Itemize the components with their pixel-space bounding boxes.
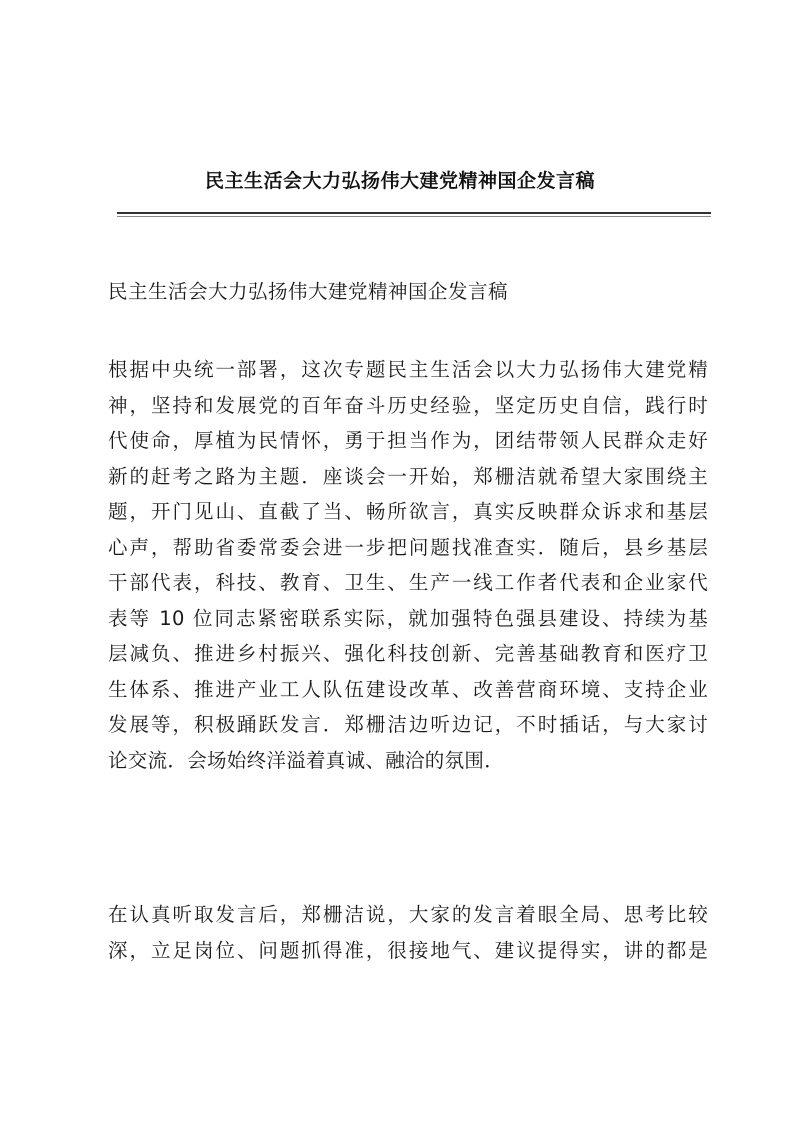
paragraph-line: 干部代表，科技、教育、卫生、生产一线工作者代表和企业家代	[108, 571, 708, 594]
paragraph-line: 新的赶考之路为主题．座谈会一开始，郑栅洁就希望大家围绕主	[108, 464, 708, 488]
paragraph-line: 心声，帮助省委常委会进一步把问题找准查实．随后，县乡基层	[108, 535, 708, 559]
paragraph-line: 深，立足岗位、问题抓得准，很接地气、建议提得实，讲的都是	[108, 938, 708, 962]
paragraph-line: 在认真听取发言后，郑栅洁说，大家的发言着眼全局、思考比较	[108, 903, 708, 926]
paragraph-line: 题，开门见山、直截了当、畅所欲言，真实反映群众诉求和基层	[108, 500, 708, 523]
paragraph-line: 神，坚持和发展党的百年奋斗历史经验，坚定历史自信，践行时	[108, 393, 708, 417]
document-subtitle: 民主生活会大力弘扬伟大建党精神国企发言稿	[108, 280, 509, 303]
paragraph-line: 代使命，厚植为民情怀，勇于担当作为，团结带领人民群众走好	[108, 429, 708, 452]
body-paragraph-2	[108, 897, 708, 968]
body-paragraph-1	[108, 352, 708, 778]
paragraph-line: 根据中央统一部署，这次专题民主生活会以大力弘扬伟大建党精	[108, 358, 708, 381]
paragraph-line: 层减负、推进乡村振兴、强化科技创新、完善基础教育和医疗卫	[108, 642, 708, 665]
paragraph-line: 论交流．会场始终洋溢着真诚、融洽的氛围．	[108, 748, 505, 772]
paragraph-line: 生体系、推进产业工人队伍建设改革、改善营商环境、支持企业	[108, 677, 708, 701]
document-title: 民主生活会大力弘扬伟大建党精神国企发言稿	[204, 170, 595, 192]
paragraph-line: 发展等，积极踊跃发言．郑栅洁边听边记，不时插话，与大家讨	[108, 713, 708, 736]
title-divider-thin	[117, 216, 711, 217]
title-divider	[117, 212, 711, 214]
paragraph-line: 表等 10 位同志紧密联系实际，就加强特色强县建设、持续为基	[108, 606, 708, 630]
